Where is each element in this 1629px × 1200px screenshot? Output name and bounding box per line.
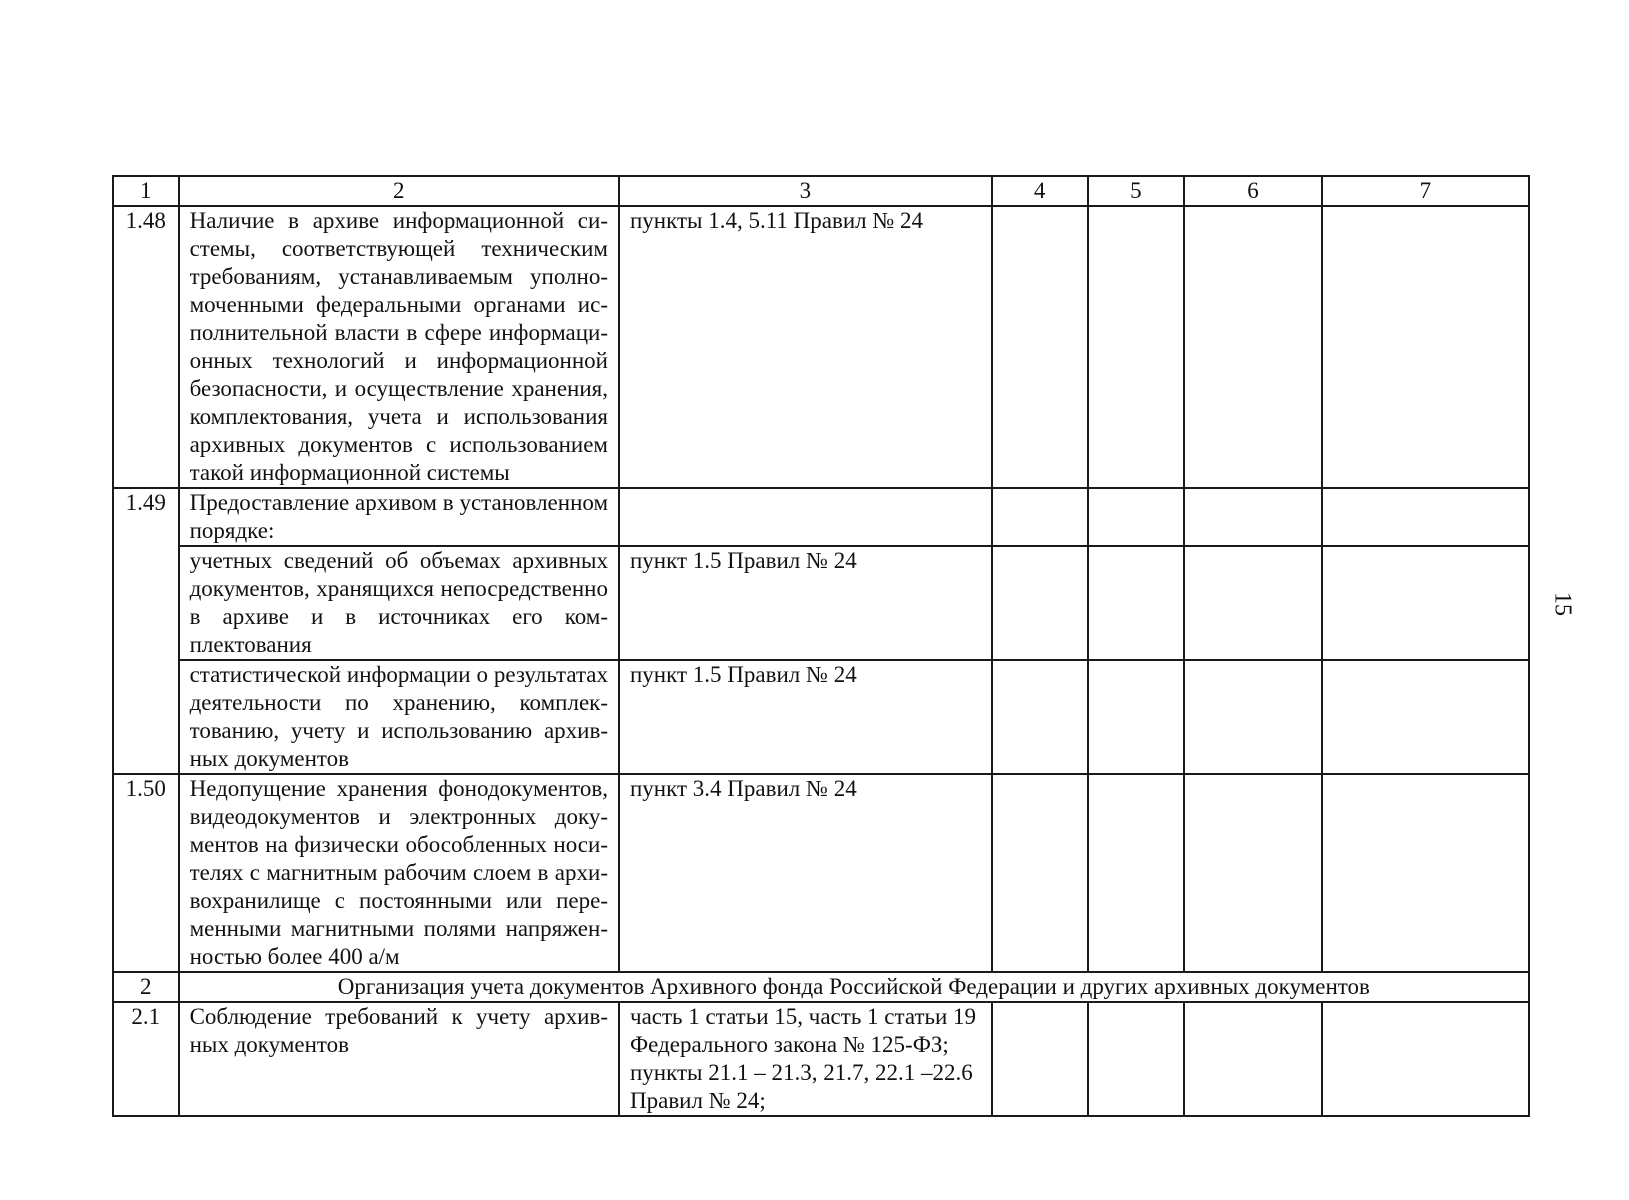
legal-reference-line: часть 1 статьи 15, часть 1 статьи 19 <box>630 1004 977 1029</box>
empty-cell <box>1322 774 1529 972</box>
empty-cell <box>1088 546 1185 660</box>
empty-cell <box>992 206 1088 488</box>
section-row <box>113 972 1529 1002</box>
empty-cell <box>1322 546 1529 660</box>
empty-cell <box>992 660 1088 774</box>
requirement-text: Предоставление архивом в установленном порядке: <box>179 488 619 546</box>
empty-cell <box>992 1002 1088 1116</box>
column-header-1: 1 <box>113 176 179 206</box>
empty-cell <box>1088 660 1185 774</box>
empty-cell <box>992 774 1088 972</box>
legal-reference-line: пункты 21.1 – 21.3, 21.7, 22.1 –22.6 <box>630 1060 973 1085</box>
empty-cell <box>1088 774 1185 972</box>
column-header-6: 6 <box>1184 176 1321 206</box>
requirement-text: Соблюдение требований к учету архивных документов <box>179 1002 619 1116</box>
empty-cell <box>1322 488 1529 546</box>
table-row <box>113 546 1529 660</box>
table-row <box>113 1002 1529 1116</box>
row-number: 2.1 <box>113 1002 179 1116</box>
column-header-4: 4 <box>992 176 1088 206</box>
requirement-text: статистической информации о результатах деятельности по хранению, комплектованию, учету и использованию архивных документов <box>179 660 619 774</box>
section-number: 2 <box>113 972 179 1002</box>
section-title: Организация учета документов Архивного фонда Российской Федерации и других архивных документов <box>179 972 1529 1002</box>
empty-cell <box>1184 546 1321 660</box>
empty-cell <box>1184 1002 1321 1116</box>
empty-cell <box>1184 488 1321 546</box>
empty-cell <box>992 546 1088 660</box>
column-header-5: 5 <box>1088 176 1185 206</box>
column-number-row <box>113 176 1529 206</box>
requirement-text: Наличие в архиве информационной системы, соответствующей техническим требованиям, устанавливаемым уполномоченными федеральными органами исполнительной власти в сфере информационных технологий и информационной безопасности, и осуществление хранения, комплектования, учета и использования архивных документов с использованием такой информационной системы <box>179 206 619 488</box>
table-row <box>113 206 1529 488</box>
legal-reference <box>619 1002 992 1116</box>
empty-cell <box>1322 1002 1529 1116</box>
legal-reference: пункт 1.5 Правил № 24 <box>619 660 992 774</box>
requirement-text: учетных сведений об объемах архивных документов, хранящихся непосредственно в архиве и в источниках его комплектования <box>179 546 619 660</box>
empty-cell <box>992 488 1088 546</box>
legal-reference: пункты 1.4, 5.11 Правил № 24 <box>619 206 992 488</box>
table-row <box>113 660 1529 774</box>
row-number-empty <box>113 546 179 660</box>
empty-cell <box>1088 488 1185 546</box>
requirement-text: Недопущение хранения фонодокументов, видеодокументов и электронных документов на физически обособленных носителях с магнитным рабочим слоем в архивохранилище с постоянными или переменными магнитными полями напряженностью более 400 а/м <box>179 774 619 972</box>
page-number: 15 <box>1549 592 1576 616</box>
legal-reference-line: Правил № 24; <box>630 1088 766 1113</box>
legal-reference-line: Федерального закона № 125-ФЗ; <box>630 1032 949 1057</box>
legal-reference: пункт 3.4 Правил № 24 <box>619 774 992 972</box>
row-number-empty <box>113 660 179 774</box>
empty-cell <box>1322 660 1529 774</box>
legal-reference: пункт 1.5 Правил № 24 <box>619 546 992 660</box>
empty-cell <box>1088 1002 1185 1116</box>
empty-cell <box>1088 206 1185 488</box>
row-number: 1.50 <box>113 774 179 972</box>
row-number: 1.48 <box>113 206 179 488</box>
table-row <box>113 774 1529 972</box>
empty-cell <box>1322 206 1529 488</box>
legal-reference <box>619 488 992 546</box>
row-number: 1.49 <box>113 488 179 546</box>
table-row <box>113 488 1529 546</box>
empty-cell <box>1184 206 1321 488</box>
empty-cell <box>1184 660 1321 774</box>
column-header-7: 7 <box>1322 176 1529 206</box>
column-header-2: 2 <box>179 176 619 206</box>
column-header-3: 3 <box>619 176 992 206</box>
empty-cell <box>1184 774 1321 972</box>
requirements-table <box>112 175 1530 1117</box>
